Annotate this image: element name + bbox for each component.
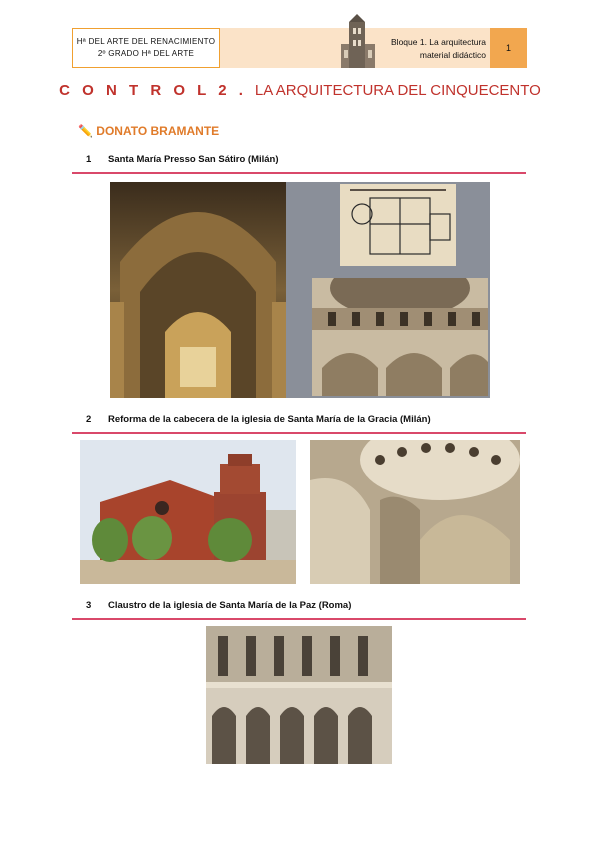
item-text: Santa María Presso San Sátiro (Milán) [108, 154, 279, 165]
tribuna-dome-photo [310, 440, 520, 584]
course-box [72, 28, 220, 68]
course-title: Hª DEL ARTE DEL RENACIMIENTO [76, 37, 216, 46]
header-block-label: Bloque 1. La arquitectura [391, 37, 486, 47]
course-grade: 2º GRADO Hª DEL ARTE [97, 49, 195, 58]
item-number: 2 [86, 414, 92, 425]
header-right [372, 36, 486, 62]
section-heading [78, 124, 219, 138]
list-item [86, 600, 351, 611]
section-title: DONATO BRAMANTE [96, 124, 220, 138]
sacristy-dome-photo [312, 278, 488, 396]
header-material-label: material didáctico [419, 50, 486, 60]
item-number: 3 [86, 600, 92, 611]
church-interior-photo [110, 182, 286, 398]
page-title [0, 82, 600, 99]
cloister-photo [206, 626, 392, 764]
list-item [86, 414, 431, 425]
divider [72, 172, 526, 174]
item-text: Reforma de la cabecera de la iglesia de Santa María de la Gracia (Milán) [108, 414, 431, 425]
santa-maria-grazie-exterior-photo [80, 440, 296, 584]
page-number: 1 [490, 28, 527, 68]
pencil-icon: ✏️ [78, 124, 93, 138]
title-main: LA ARQUITECTURA DEL CINQUECENTO [254, 82, 541, 99]
divider [72, 618, 526, 620]
title-prefix: C O N T R O L 2 . [59, 82, 247, 99]
divider [72, 432, 526, 434]
item-text: Claustro de la iglesia de Santa María de la Paz (Roma) [108, 600, 352, 611]
list-item [86, 154, 279, 165]
item-number: 1 [86, 154, 92, 165]
floor-plan-image [340, 184, 456, 266]
